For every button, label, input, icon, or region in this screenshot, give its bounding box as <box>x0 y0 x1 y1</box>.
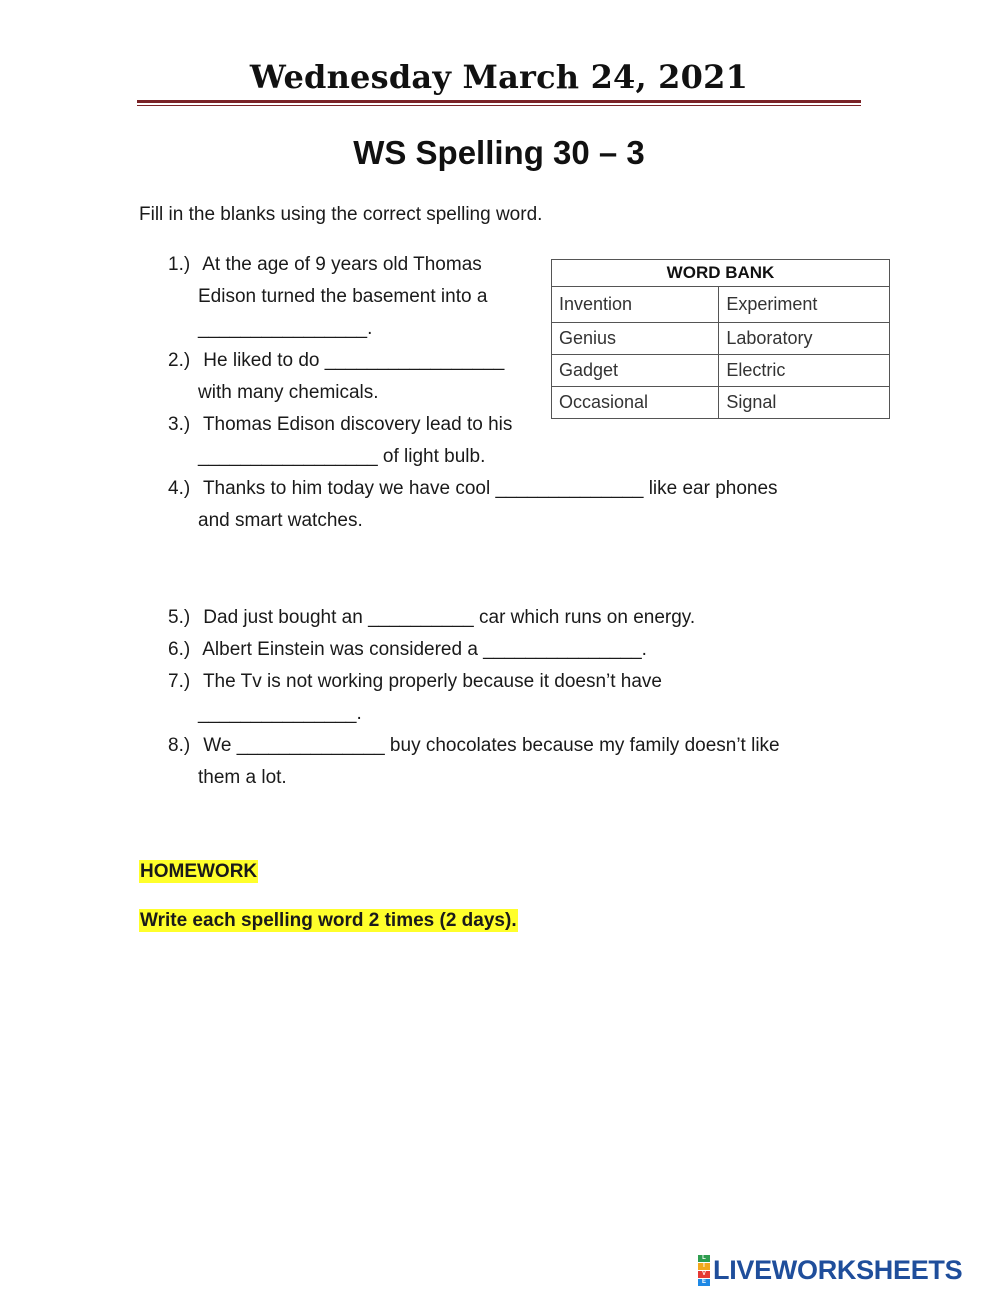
word-bank-row <box>552 355 890 387</box>
question-line[interactable]: We ______________ buy chocolates because my family doesn’t like <box>203 735 780 756</box>
word-bank-word: Laboratory <box>719 323 890 355</box>
word-bank-word: Signal <box>719 387 890 419</box>
homework-label: HOMEWORK <box>140 861 258 882</box>
question-line[interactable]: He liked to do _________________ <box>203 350 505 371</box>
word-bank-title: WORD BANK <box>552 260 890 287</box>
heading-rule-thin <box>137 105 861 106</box>
question-line: and smart watches. <box>198 510 363 531</box>
logo-text: LIVEWORKSHEETS <box>713 1255 963 1285</box>
question-4 <box>168 473 778 537</box>
question-line: Edison turned the basement into a <box>198 286 488 307</box>
word-bank-word: Experiment <box>719 287 890 323</box>
word-bank-word: Invention <box>552 287 719 323</box>
question-3 <box>168 409 512 473</box>
question-number: 4.) <box>168 478 191 499</box>
question-number: 3.) <box>168 414 191 435</box>
question-line: with many chemicals. <box>198 382 379 403</box>
question-line: At the age of 9 years old Thomas <box>202 254 482 275</box>
word-bank-word: Occasional <box>552 387 719 419</box>
word-bank-table <box>551 259 890 419</box>
question-line[interactable]: Dad just bought an __________ car which runs on energy. <box>203 607 696 628</box>
word-bank-row <box>552 287 890 323</box>
question-6 <box>168 634 647 666</box>
answer-blank[interactable]: _______________. <box>198 703 362 724</box>
question-number: 1.) <box>168 254 191 275</box>
question-line[interactable]: Thanks to him today we have cool ______________ like ear phones <box>202 478 778 499</box>
instructions: Fill in the blanks using the correct spelling word. <box>139 204 543 225</box>
question-5 <box>168 602 695 634</box>
word-bank-word: Genius <box>552 323 719 355</box>
question-line: Thomas Edison discovery lead to his <box>202 414 513 435</box>
date-heading: Wednesday March 24, 2021 <box>249 58 749 96</box>
question-number: 6.) <box>168 639 191 660</box>
question-line[interactable]: _________________ of light bulb. <box>198 446 486 467</box>
question-number: 5.) <box>168 607 191 628</box>
question-number: 7.) <box>168 671 191 692</box>
answer-blank[interactable]: ________________. <box>198 318 373 339</box>
word-bank-word: Electric <box>719 355 890 387</box>
worksheet-title: WS Spelling 30 – 3 <box>353 134 645 171</box>
question-8 <box>168 730 780 794</box>
question-line: them a lot. <box>198 767 287 788</box>
word-bank-word: Gadget <box>552 355 719 387</box>
liveworksheets-logo <box>698 1255 962 1286</box>
question-number: 8.) <box>168 735 191 756</box>
question-1 <box>168 249 487 345</box>
logo-icon: L I V E <box>698 1255 710 1286</box>
question-number: 2.) <box>168 350 191 371</box>
question-line[interactable]: Albert Einstein was considered a _______________. <box>202 639 647 660</box>
question-2 <box>168 345 504 409</box>
word-bank-row <box>552 387 890 419</box>
question-7 <box>168 666 662 730</box>
homework-task: Write each spelling word 2 times (2 days). <box>140 910 517 931</box>
word-bank-row <box>552 323 890 355</box>
heading-rule-thick <box>137 100 861 103</box>
question-line: The Tv is not working properly because it doesn’t have <box>202 671 662 692</box>
